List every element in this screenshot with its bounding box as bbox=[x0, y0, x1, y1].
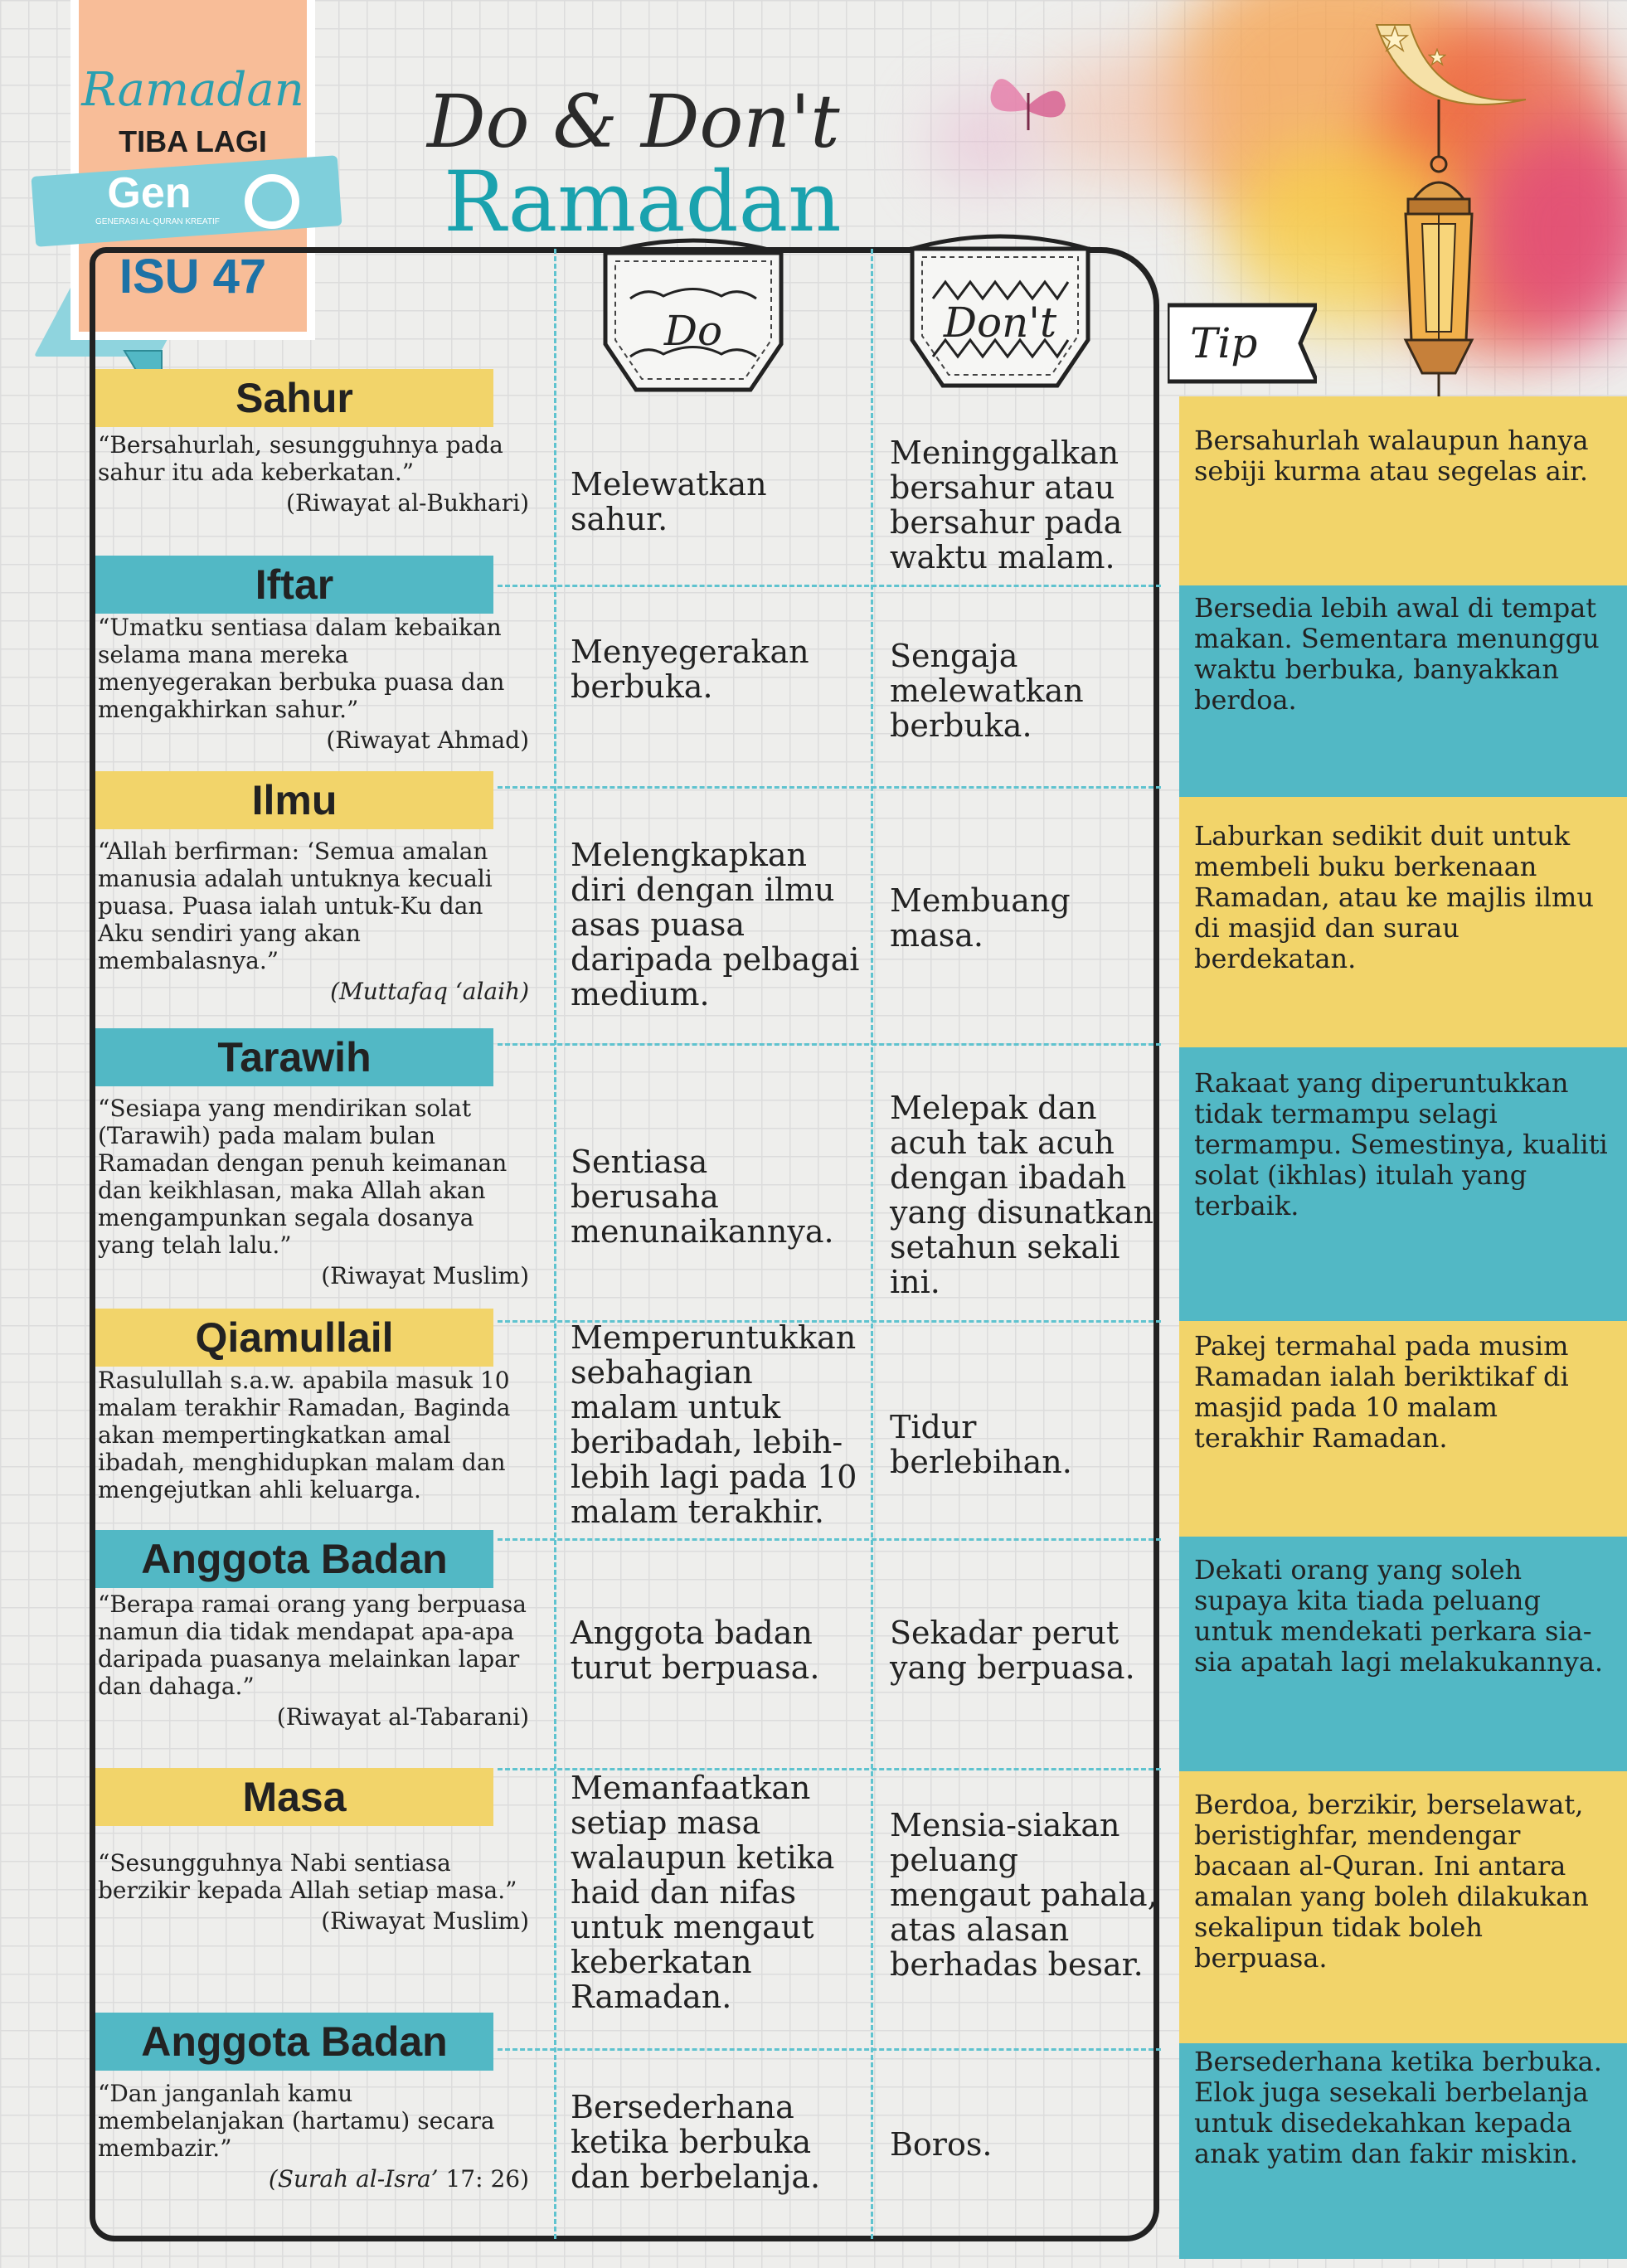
title-ramadan: Ramadan bbox=[444, 153, 842, 250]
tip-text: Pakej termahal pada musim Ramadan ialah beriktikaf di masjid pada 10 malam terakhir Ramadan. bbox=[1194, 1330, 1569, 1454]
do-cell: Melewatkan sahur. bbox=[571, 466, 767, 537]
star-icon bbox=[1428, 48, 1446, 66]
row-divider bbox=[498, 1538, 1161, 1541]
quote-text: “Sesiapa yang mendirikan solat (Tarawih) pada malam bulan Ramadan dengan penuh keimanan dan keikhlasan, maka Allah akan mengampunkan segala dosanya yang telah lalu.” bbox=[98, 1095, 508, 1259]
row-heading: Anggota Badan bbox=[95, 1530, 493, 1588]
row-quote bbox=[98, 838, 529, 1005]
dont-cell: Membuang masa. bbox=[890, 882, 1071, 954]
dont-cell: Meninggalkan bersahur atau bersahur pada waktu malam. bbox=[890, 435, 1123, 575]
do-cell: Memanfaatkan setiap masa walaupun ketika haid dan nifas untuk mengaut keberkatan Ramadan. bbox=[571, 1770, 835, 2015]
do-cell: Anggota badan turut berpuasa. bbox=[571, 1615, 820, 1686]
column-divider bbox=[554, 249, 556, 2239]
quote-citation bbox=[98, 489, 529, 517]
row-quote bbox=[98, 2080, 529, 2193]
quote-text: “Allah berfirman: ‘Semua amalan manusia adalah untuknya kecuali puasa. Puasa ialah untuk-Ku dan Aku sendiri yang akan membalasnya.” bbox=[98, 838, 493, 974]
row-heading: Qiamullail bbox=[95, 1309, 493, 1367]
dont-cell: Boros. bbox=[890, 2126, 993, 2163]
butterfly-icon bbox=[983, 60, 1074, 151]
do-cell: Melengkapkan diri dengan ilmu asas puasa daripada pelbagai medium. bbox=[571, 837, 860, 1013]
do-pocket bbox=[597, 220, 789, 402]
tip-text: Bersederhana ketika berbuka. Elok juga sesekali berbelanja untuk disedekahkan kepada anak yatim dan fakir miskin. bbox=[1194, 2046, 1602, 2169]
do-cell: Menyegerakan berbuka. bbox=[571, 634, 809, 705]
quote-text: “Umatku sentiasa dalam kebaikan selama mana mereka menyegerakan berbuka puasa dan mengakhirkan sahur.” bbox=[98, 614, 505, 723]
title-do-dont: Do & Don't bbox=[427, 79, 840, 164]
quote-citation bbox=[98, 2165, 529, 2193]
dont-cell: Sengaja melewatkan berbuka. bbox=[890, 638, 1084, 744]
quote-citation bbox=[98, 726, 529, 754]
row-heading: Tarawih bbox=[95, 1028, 493, 1086]
do-label: Do bbox=[663, 307, 723, 355]
genq-logo: Gen bbox=[107, 169, 192, 217]
badge-script-title: Ramadan bbox=[81, 63, 304, 117]
row-quote bbox=[98, 1095, 529, 1289]
row-heading: Ilmu bbox=[95, 771, 493, 829]
quote-text: “Berapa ramai orang yang berpuasa namun dia tidak mendapat apa-apa daripada puasanya melainkan lapar dan dahaga.” bbox=[98, 1591, 527, 1700]
row-divider bbox=[498, 2048, 1161, 2051]
row-heading: Masa bbox=[95, 1768, 493, 1826]
do-cell: Sentiasa berusaha menunaikannya. bbox=[571, 1144, 834, 1250]
star-icon bbox=[1381, 25, 1409, 53]
citation-ref: 17: 26) bbox=[438, 2165, 529, 2193]
quote-text: Rasulullah s.a.w. apabila masuk 10 malam terakhir Ramadan, Baginda akan mempertingkatkan amal ibadah, menghidupkan malam dan mengejutkan ahli keluarga. bbox=[98, 1367, 511, 1503]
row-heading: Iftar bbox=[95, 556, 493, 614]
dont-cell: Sekadar perut yang berpuasa. bbox=[890, 1615, 1135, 1686]
citation-ref: (Riwayat Muslim) bbox=[321, 1907, 529, 1935]
row-quote bbox=[98, 431, 529, 517]
dont-label: Don't bbox=[943, 299, 1057, 347]
tip-text: Bersahurlah walaupun hanya sebiji kurma atau segelas air. bbox=[1194, 425, 1589, 487]
quote-citation bbox=[98, 978, 529, 1005]
column-divider bbox=[871, 249, 873, 2239]
citation-ref: (Riwayat Ahmad) bbox=[326, 726, 529, 754]
do-cell: Bersederhana ketika berbuka dan berbelanja. bbox=[571, 2089, 821, 2195]
citation-ref: (Muttafaq ‘alaih) bbox=[330, 978, 529, 1005]
genq-logo-q-ring bbox=[245, 174, 299, 229]
genq-logo-subtitle: GENERASI AL-QURAN KREATIF bbox=[95, 217, 220, 226]
row-quote bbox=[98, 1367, 529, 1503]
issue-number: ISU 47 bbox=[119, 250, 267, 304]
row-quote bbox=[98, 1849, 529, 1935]
quote-citation bbox=[98, 1262, 529, 1289]
row-divider bbox=[498, 786, 1161, 789]
lantern-icon bbox=[1377, 100, 1501, 423]
citation-ref: (Riwayat al-Tabarani) bbox=[276, 1703, 529, 1731]
dont-cell: Mensia-siakan peluang mengaut pahala, atas alasan berhadas besar. bbox=[890, 1807, 1158, 1983]
citation-ref: (Riwayat Muslim) bbox=[321, 1262, 529, 1289]
quote-citation bbox=[98, 1703, 529, 1731]
dont-cell: Melepak dan acuh tak acuh dengan ibadah yang disunatkan setahun sekali ini. bbox=[890, 1090, 1154, 1300]
tip-text: Dekati orang yang soleh supaya kita tiada peluang untuk mendekati perkara sia-sia apatah lagi melakukannya. bbox=[1194, 1554, 1604, 1678]
tip-text: Laburkan sedikit duit untuk membeli buku berkenaan Ramadan, atau ke majlis ilmu di masjid dan surau berdekatan. bbox=[1194, 820, 1594, 974]
row-heading: Sahur bbox=[95, 369, 493, 427]
citation-source: (Surah al-Isra’ bbox=[268, 2165, 439, 2193]
tip-text: Berdoa, berzikir, berselawat, beristighfar, mendengar bacaan al-Quran. Ini antara amalan yang boleh dilakukan sekalipun tidak boleh berpuasa. bbox=[1194, 1789, 1589, 1974]
do-cell: Memperuntukkan sebahagian malam untuk beribadah, lebih-lebih lagi pada 10 malam terakhir. bbox=[571, 1319, 857, 1530]
quote-text: “Dan janganlah kamu membelanjakan (hartamu) secara membazir.” bbox=[98, 2080, 495, 2162]
quote-text: “Sesungguhnya Nabi sentiasa berzikir kepada Allah setiap masa.” bbox=[98, 1849, 517, 1904]
badge-subtitle: TIBA LAGI bbox=[119, 124, 267, 158]
tip-text: Rakaat yang diperuntukkan tidak termampu selagi termampu. Semestinya, kualiti solat (ikhlas) itulah yang terbaik. bbox=[1194, 1067, 1608, 1221]
row-heading: Anggota Badan bbox=[95, 2013, 493, 2071]
tip-label: Tip bbox=[1190, 319, 1258, 367]
citation-ref: (Riwayat al-Bukhari) bbox=[286, 489, 529, 517]
tip-text: Bersedia lebih awal di tempat makan. Sementara menunggu waktu berbuka, banyakkan berdoa. bbox=[1194, 592, 1600, 716]
row-quote bbox=[98, 614, 529, 754]
row-quote bbox=[98, 1591, 529, 1731]
quote-text: “Bersahurlah, sesungguhnya pada sahur itu ada keberkatan.” bbox=[98, 431, 503, 486]
quote-citation bbox=[98, 1907, 529, 1935]
dont-pocket bbox=[904, 216, 1096, 398]
row-divider bbox=[498, 1043, 1161, 1046]
row-divider bbox=[498, 585, 1161, 587]
dont-cell: Tidur berlebihan. bbox=[890, 1409, 1072, 1480]
